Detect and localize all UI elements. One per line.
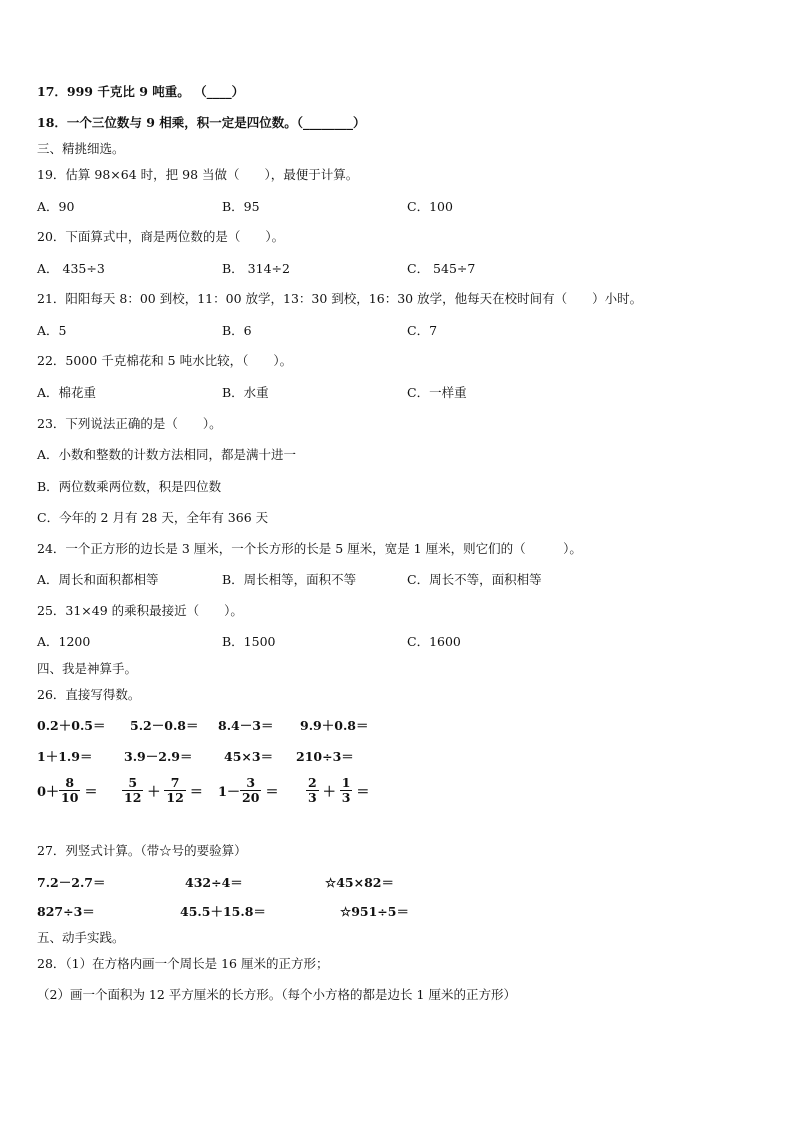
q23-option-b: B．两位数乘两位数，积是四位数 (37, 479, 222, 494)
equals-sign: ＝ (84, 785, 98, 800)
q27-expr-2-1: 827÷3＝ (37, 904, 95, 919)
q26-expr-2-3: 45×3＝ (224, 749, 274, 764)
q23-option-c: C．今年的 2 月有 28 天，全年有 366 天 (37, 510, 269, 525)
question-27: 27．列竖式计算。（带☆号的要验算） (37, 843, 247, 858)
question-28-part-2: （2）画一个面积为 12 平方厘米的长方形。（每个小方格的都是边长 1 厘米的正方形） (37, 987, 516, 1002)
q24-option-a: A．周长和面积都相等 (37, 572, 159, 587)
q27-expr-2-2: 45.5＋15.8＝ (180, 904, 266, 919)
section-3-heading: 三、精挑细选。 (37, 141, 125, 156)
fraction-denominator: 3 (341, 790, 351, 805)
q26-expr-3-4 (306, 776, 373, 805)
q26-expr-3-1 (37, 776, 101, 805)
question-25: 25．31×49 的乘积最接近（ ）。 (37, 603, 243, 618)
q26-expr-1-4: 9.9＋0.8＝ (300, 718, 369, 733)
fraction-numerator: 1 (341, 775, 351, 790)
q27-expr-2-3: ☆951÷5＝ (340, 904, 409, 919)
question-24: 24．一个正方形的边长是 3 厘米，一个长方形的长是 5 厘米，宽是 1 厘米，则它们的（ ）。 (37, 541, 582, 556)
question-22: 22．5000 千克棉花和 5 吨水比较，（ ）。 (37, 353, 293, 368)
fraction (164, 776, 185, 805)
q25-option-b: B．1500 (222, 634, 276, 649)
q26-expr-1-3: 8.4－3＝ (218, 718, 274, 733)
question-26: 26．直接写得数。 (37, 687, 141, 702)
question-21: 21．阳阳每天 8：00 到校，11：00 放学，13：30 到校，16：30 放学，他每天在校时间有（ ）小时。 (37, 291, 643, 306)
fraction-numerator: 5 (122, 776, 143, 791)
q26-expr-1-1: 0.2＋0.5＝ (37, 718, 106, 733)
q26-expr-2-2: 3.9－2.9＝ (124, 749, 193, 764)
q24-option-c: C．周长不等，面积相等 (407, 572, 542, 587)
q25-option-a: A．1200 (37, 634, 91, 649)
equals-sign: ＝ (265, 785, 279, 800)
q27-expr-1-2: 432÷4＝ (185, 875, 243, 890)
section-5-heading: 五、动手实践。 (37, 930, 125, 945)
q20-option-b: B． 314÷2 (222, 261, 290, 276)
q24-option-b: B．周长相等，面积不等 (222, 572, 357, 587)
q19-option-c: C．100 (407, 199, 453, 214)
fraction-lead: 1－ (218, 785, 241, 800)
fraction-denominator: 12 (166, 790, 184, 805)
equals-sign: ＝ (189, 785, 203, 800)
section-4-heading: 四、我是神算手。 (37, 661, 138, 676)
q22-option-c: C．一样重 (407, 385, 467, 400)
question-20: 20．下面算式中，商是两位数的是（ ）。 (37, 229, 285, 244)
q22-option-b: B．水重 (222, 385, 269, 400)
fraction (59, 776, 80, 805)
fraction (306, 776, 319, 805)
q19-option-a: A．90 (37, 199, 75, 214)
q20-option-c: C． 545÷7 (407, 261, 476, 276)
fraction-denominator: 20 (242, 790, 260, 805)
plus-sign: ＋ (322, 785, 336, 800)
fraction-denominator: 10 (61, 790, 79, 805)
q26-expr-1-2: 5.2－0.8＝ (130, 718, 199, 733)
question-18: 18．一个三位数与 9 相乘，积一定是四位数。（________） (37, 115, 366, 130)
q26-expr-3-3 (218, 776, 282, 805)
q26-expr-2-4: 210÷3＝ (296, 749, 354, 764)
q21-option-b: B．6 (222, 323, 252, 338)
fraction-numerator: 3 (240, 776, 261, 791)
q27-expr-1-3: ☆45×82＝ (325, 875, 394, 890)
q19-option-b: B．95 (222, 199, 260, 214)
fraction (240, 776, 261, 805)
question-17: 17．999 千克比 9 吨重。 （____） (37, 84, 245, 99)
plus-sign: ＋ (147, 785, 161, 800)
q21-option-a: A．5 (37, 323, 67, 338)
q27-expr-1-1: 7.2－2.7＝ (37, 875, 106, 890)
fraction-numerator: 8 (59, 776, 80, 791)
q25-option-c: C．1600 (407, 634, 461, 649)
q21-option-c: C．7 (407, 323, 438, 338)
fraction-denominator: 3 (308, 790, 317, 805)
q23-option-a: A．小数和整数的计数方法相同，都是满十进一 (37, 447, 297, 462)
question-19: 19．估算 98×64 时，把 98 当做（ ），最便于计算。 (37, 167, 359, 182)
question-23: 23．下列说法正确的是（ ）。 (37, 416, 222, 431)
fraction-numerator: 2 (308, 775, 317, 790)
fraction-lead: 0＋ (37, 785, 60, 800)
fraction-numerator: 7 (164, 776, 185, 791)
equals-sign: ＝ (356, 785, 370, 800)
fraction (340, 776, 353, 805)
q20-option-a: A． 435÷3 (37, 261, 105, 276)
fraction (122, 776, 143, 805)
q26-expr-3-2 (122, 776, 207, 805)
q22-option-a: A．棉花重 (37, 385, 97, 400)
fraction-denominator: 12 (124, 790, 142, 805)
q26-expr-2-1: 1＋1.9＝ (37, 749, 93, 764)
question-28-part-1: 28．（1）在方格内画一个周长是 16 厘米的正方形； (37, 956, 329, 971)
